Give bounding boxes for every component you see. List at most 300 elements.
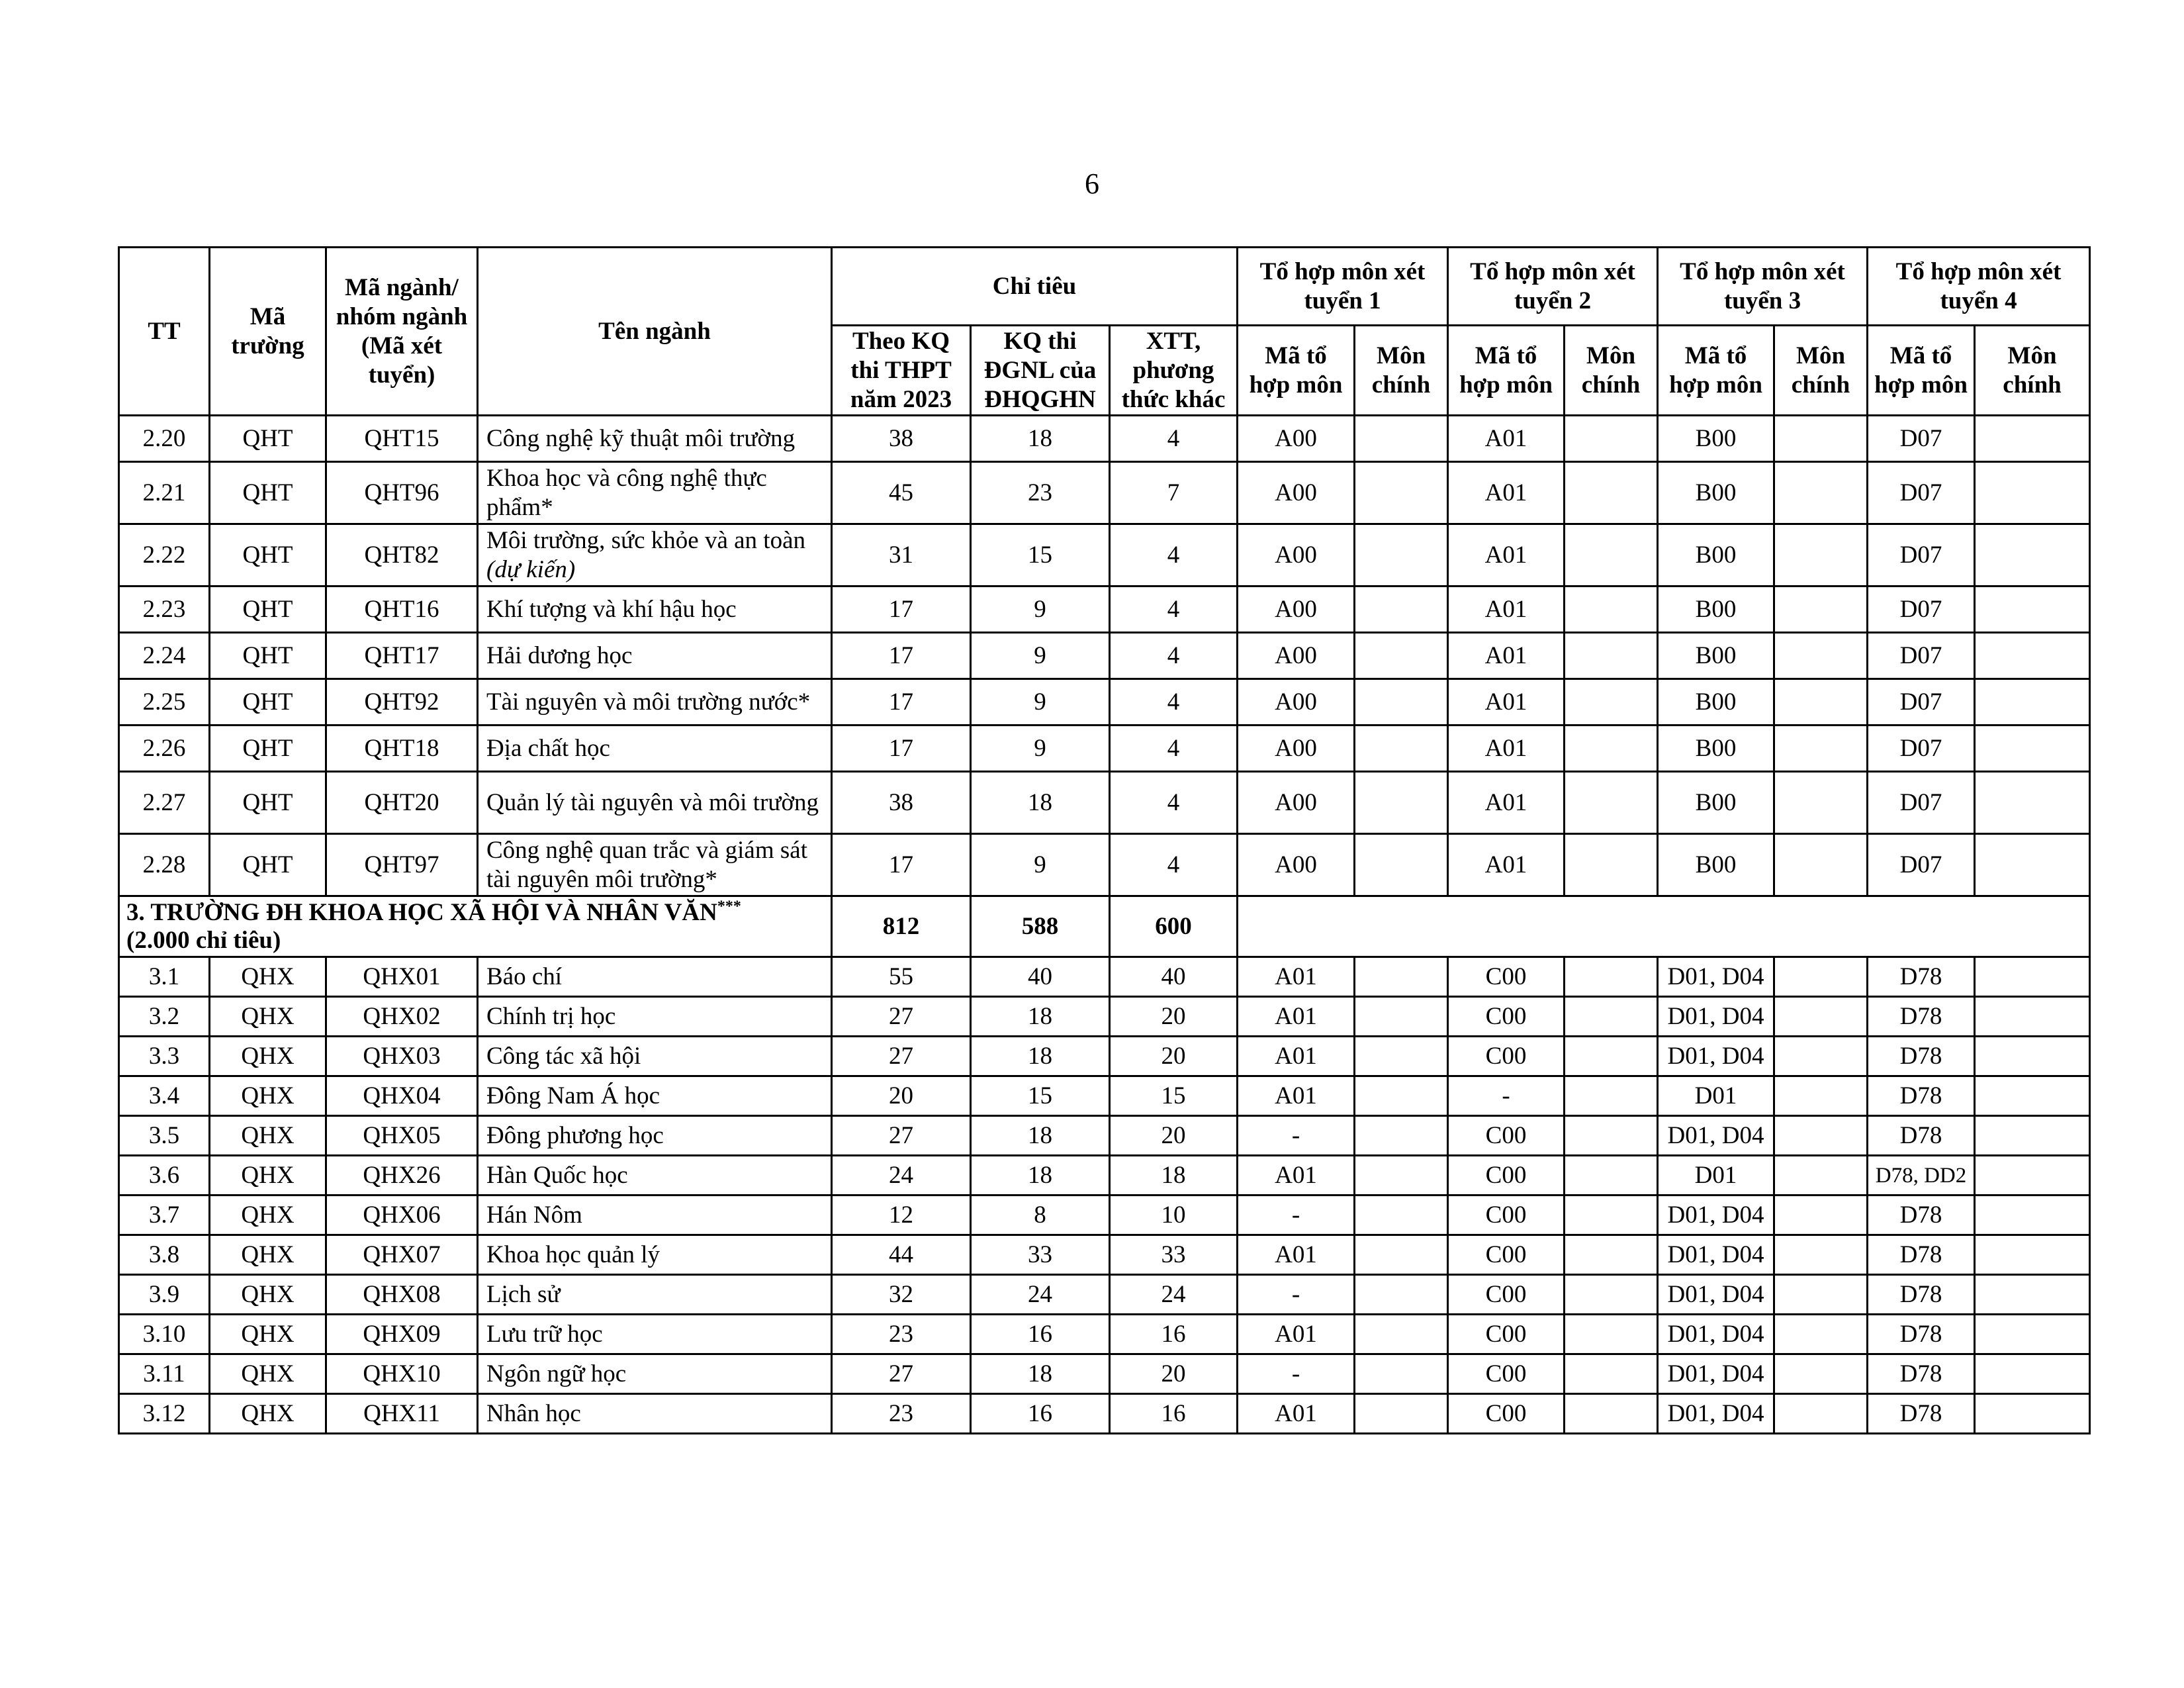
cell-combo-1-main <box>1355 1235 1448 1275</box>
cell-combo-3-code: D01, D04 <box>1658 1196 1774 1235</box>
cell-quota-thpt: 27 <box>832 1116 971 1156</box>
cell-combo-1-main <box>1355 586 1448 633</box>
cell-combo-3-code: D01, D04 <box>1658 1235 1774 1275</box>
cell-combo-3-main <box>1774 1275 1868 1315</box>
cell-combo-1-code: - <box>1238 1354 1355 1394</box>
cell-combo-4-code: D78 <box>1868 1275 1975 1315</box>
cell-combo-4-code: D78 <box>1868 1116 1975 1156</box>
cell-combo-1-code: A00 <box>1238 772 1355 834</box>
cell-combo-3-main <box>1774 524 1868 586</box>
cell-combo-4-main <box>1975 997 2090 1037</box>
major-name-text: Hàn Quốc học <box>486 1161 628 1189</box>
cell-tt: 2.24 <box>119 633 210 679</box>
cell-combo-3-code: B00 <box>1658 586 1774 633</box>
cell-combo-2-main <box>1565 1076 1658 1116</box>
cell-combo-1-main <box>1355 1076 1448 1116</box>
cell-major-code: QHX02 <box>326 997 478 1037</box>
cell-quota-xtt: 40 <box>1110 957 1238 997</box>
cell-quota-thpt: 32 <box>832 1275 971 1315</box>
cell-quota-thpt: 23 <box>832 1394 971 1434</box>
cell-major-code: QHX03 <box>326 1037 478 1076</box>
table-row <box>119 1235 2090 1275</box>
cell-tt: 2.27 <box>119 772 210 834</box>
cell-combo-3-main <box>1774 726 1868 772</box>
cell-combo-3-main <box>1774 997 1868 1037</box>
cell-tt: 2.21 <box>119 462 210 524</box>
cell-tt: 3.4 <box>119 1076 210 1116</box>
cell-major-name <box>478 1354 832 1394</box>
cell-quota-xtt: 20 <box>1110 1354 1238 1394</box>
cell-combo-4-code: D78 <box>1868 997 1975 1037</box>
cell-combo-4-main <box>1975 1156 2090 1196</box>
cell-major-name <box>478 1394 832 1434</box>
cell-combo-4-main <box>1975 726 2090 772</box>
cell-quota-thpt: 45 <box>832 462 971 524</box>
cell-combo-3-code: D01 <box>1658 1156 1774 1196</box>
cell-combo-1-code: A01 <box>1238 1394 1355 1434</box>
cell-combo-3-main <box>1774 416 1868 462</box>
major-name-text: Môi trường, sức khỏe và an toàn <box>486 526 805 554</box>
table-row <box>119 586 2090 633</box>
cell-quota-xtt: 7 <box>1110 462 1238 524</box>
col-combo-1-group: Tổ hợp môn xét tuyển 1 <box>1238 248 1448 326</box>
cell-major-name <box>478 679 832 726</box>
cell-quota-xtt: 16 <box>1110 1394 1238 1434</box>
cell-combo-4-main <box>1975 524 2090 586</box>
col-major-code: Mã ngành/ nhóm ngành (Mã xét tuyển) <box>326 248 478 416</box>
cell-combo-3-main <box>1774 679 1868 726</box>
major-name-text: Khoa học quản lý <box>486 1241 660 1268</box>
cell-quota-thpt: 55 <box>832 957 971 997</box>
cell-combo-4-code: D78 <box>1868 1037 1975 1076</box>
cell-school-code: QHX <box>210 1116 326 1156</box>
cell-quota-thpt: 17 <box>832 834 971 896</box>
cell-major-name <box>478 997 832 1037</box>
cell-combo-4-code: D07 <box>1868 834 1975 896</box>
cell-school-code: QHT <box>210 524 326 586</box>
cell-combo-1-main <box>1355 633 1448 679</box>
cell-combo-4-main <box>1975 416 2090 462</box>
cell-combo-1-main <box>1355 1394 1448 1434</box>
cell-combo-3-code: B00 <box>1658 726 1774 772</box>
cell-combo-3-code: D01, D04 <box>1658 1315 1774 1354</box>
cell-quota-dgnl: 40 <box>971 957 1110 997</box>
cell-major-code: QHX04 <box>326 1076 478 1116</box>
cell-combo-1-code: A00 <box>1238 524 1355 586</box>
cell-major-name <box>478 1275 832 1315</box>
cell-tt: 3.7 <box>119 1196 210 1235</box>
cell-quota-dgnl: 8 <box>971 1196 1110 1235</box>
cell-combo-4-code: D07 <box>1868 633 1975 679</box>
cell-combo-1-main <box>1355 1116 1448 1156</box>
cell-quota-dgnl: 24 <box>971 1275 1110 1315</box>
cell-combo-4-code: D07 <box>1868 772 1975 834</box>
cell-combo-2-code: A01 <box>1448 726 1565 772</box>
cell-quota-dgnl: 16 <box>971 1315 1110 1354</box>
cell-combo-1-code: - <box>1238 1196 1355 1235</box>
cell-combo-2-main <box>1565 772 1658 834</box>
major-name-text: Đông Nam Á học <box>486 1082 660 1109</box>
cell-combo-1-code: - <box>1238 1275 1355 1315</box>
cell-major-code: QHT16 <box>326 586 478 633</box>
major-name-text: Báo chí <box>486 962 563 990</box>
cell-combo-2-code: C00 <box>1448 1037 1565 1076</box>
cell-combo-2-main <box>1565 957 1658 997</box>
section-title-cell <box>119 896 832 957</box>
cell-combo-2-code: - <box>1448 1076 1565 1116</box>
cell-combo-1-code: A00 <box>1238 726 1355 772</box>
col-combo-3-main: Môn chính <box>1774 326 1868 416</box>
cell-quota-thpt: 38 <box>832 416 971 462</box>
cell-quota-thpt: 17 <box>832 586 971 633</box>
table-row <box>119 834 2090 896</box>
cell-tt: 2.23 <box>119 586 210 633</box>
cell-quota-dgnl: 16 <box>971 1394 1110 1434</box>
cell-combo-4-code: D07 <box>1868 462 1975 524</box>
major-name-text: Địa chất học <box>486 734 610 762</box>
cell-combo-3-main <box>1774 1037 1868 1076</box>
cell-quota-dgnl: 23 <box>971 462 1110 524</box>
cell-combo-3-main <box>1774 1354 1868 1394</box>
cell-combo-1-code: A01 <box>1238 1235 1355 1275</box>
cell-major-name <box>478 726 832 772</box>
cell-school-code: QHX <box>210 1275 326 1315</box>
cell-combo-4-main <box>1975 1354 2090 1394</box>
cell-combo-4-code: D07 <box>1868 726 1975 772</box>
cell-combo-1-main <box>1355 462 1448 524</box>
cell-major-name <box>478 957 832 997</box>
cell-combo-4-main <box>1975 633 2090 679</box>
cell-tt: 2.25 <box>119 679 210 726</box>
col-combo-2-code: Mã tổ hợp môn <box>1448 326 1565 416</box>
cell-combo-2-code: A01 <box>1448 462 1565 524</box>
cell-combo-2-code: C00 <box>1448 1315 1565 1354</box>
section-total-thpt: 812 <box>832 896 971 957</box>
cell-tt: 3.3 <box>119 1037 210 1076</box>
cell-major-name <box>478 1037 832 1076</box>
cell-major-name <box>478 633 832 679</box>
major-name-text: Khí tượng và khí hậu học <box>486 595 737 623</box>
cell-tt: 2.28 <box>119 834 210 896</box>
cell-tt: 2.26 <box>119 726 210 772</box>
cell-combo-2-main <box>1565 633 1658 679</box>
major-name-text: Hải dương học <box>486 641 633 669</box>
cell-quota-xtt: 4 <box>1110 726 1238 772</box>
cell-combo-2-main <box>1565 997 1658 1037</box>
cell-quota-dgnl: 9 <box>971 679 1110 726</box>
cell-combo-4-main <box>1975 1235 2090 1275</box>
cell-major-code: QHT17 <box>326 633 478 679</box>
major-name-text: Khoa học và công nghệ thực phẩm* <box>486 464 767 521</box>
cell-combo-4-code: D78 <box>1868 1196 1975 1235</box>
cell-quota-thpt: 12 <box>832 1196 971 1235</box>
section-row-group <box>119 896 2090 957</box>
cell-quota-dgnl: 18 <box>971 416 1110 462</box>
cell-tt: 3.6 <box>119 1156 210 1196</box>
col-combo-1-code: Mã tổ hợp môn <box>1238 326 1355 416</box>
cell-combo-2-main <box>1565 1354 1658 1394</box>
cell-combo-4-main <box>1975 586 2090 633</box>
cell-combo-2-main <box>1565 834 1658 896</box>
cell-school-code: QHT <box>210 834 326 896</box>
cell-combo-1-code: A01 <box>1238 957 1355 997</box>
major-name-text: Chính trị học <box>486 1002 616 1030</box>
cell-school-code: QHT <box>210 633 326 679</box>
cell-combo-2-code: C00 <box>1448 1275 1565 1315</box>
cell-combo-1-code: A00 <box>1238 462 1355 524</box>
cell-combo-4-main <box>1975 957 2090 997</box>
cell-quota-xtt: 20 <box>1110 1037 1238 1076</box>
cell-combo-2-main <box>1565 586 1658 633</box>
cell-combo-4-code: D07 <box>1868 586 1975 633</box>
section-row <box>119 896 2090 957</box>
cell-quota-xtt: 4 <box>1110 586 1238 633</box>
table-row <box>119 772 2090 834</box>
table-row <box>119 1394 2090 1434</box>
cell-school-code: QHT <box>210 586 326 633</box>
table-row <box>119 1354 2090 1394</box>
cell-combo-2-code: C00 <box>1448 1354 1565 1394</box>
cell-combo-3-main <box>1774 834 1868 896</box>
table-row <box>119 726 2090 772</box>
cell-combo-4-main <box>1975 1116 2090 1156</box>
cell-school-code: QHX <box>210 1037 326 1076</box>
table-header <box>119 248 2090 416</box>
cell-combo-3-main <box>1774 586 1868 633</box>
cell-combo-4-code: D78, DD2 <box>1868 1156 1975 1196</box>
cell-combo-4-code: D07 <box>1868 524 1975 586</box>
cell-combo-2-main <box>1565 1275 1658 1315</box>
col-tt: TT <box>119 248 210 416</box>
cell-combo-2-main <box>1565 416 1658 462</box>
table-row <box>119 462 2090 524</box>
cell-quota-dgnl: 18 <box>971 772 1110 834</box>
cell-school-code: QHX <box>210 1354 326 1394</box>
col-combo-1-main: Môn chính <box>1355 326 1448 416</box>
cell-combo-1-main <box>1355 1037 1448 1076</box>
cell-quota-xtt: 16 <box>1110 1315 1238 1354</box>
cell-tt: 2.22 <box>119 524 210 586</box>
table-row <box>119 633 2090 679</box>
cell-combo-1-main <box>1355 997 1448 1037</box>
cell-combo-4-code: D78 <box>1868 1315 1975 1354</box>
cell-quota-thpt: 17 <box>832 679 971 726</box>
cell-combo-4-code: D78 <box>1868 957 1975 997</box>
cell-combo-3-code: B00 <box>1658 462 1774 524</box>
major-name-text: Lịch sử <box>486 1280 561 1308</box>
major-name-text: Công nghệ quan trắc và giám sát tài nguyên môi trường* <box>486 836 807 893</box>
cell-combo-4-main <box>1975 1196 2090 1235</box>
major-name-text: Ngôn ngữ học <box>486 1360 627 1387</box>
cell-combo-1-code: A00 <box>1238 586 1355 633</box>
table-row <box>119 1275 2090 1315</box>
cell-quota-dgnl: 33 <box>971 1235 1110 1275</box>
cell-major-code: QHT15 <box>326 416 478 462</box>
cell-combo-3-code: D01, D04 <box>1658 1116 1774 1156</box>
cell-major-name <box>478 1196 832 1235</box>
cell-combo-3-main <box>1774 633 1868 679</box>
table-body-qhx <box>119 957 2090 1434</box>
cell-combo-2-code: C00 <box>1448 1116 1565 1156</box>
table-row <box>119 1076 2090 1116</box>
cell-tt: 3.1 <box>119 957 210 997</box>
table-row <box>119 1116 2090 1156</box>
cell-major-code: QHT20 <box>326 772 478 834</box>
cell-quota-xtt: 15 <box>1110 1076 1238 1116</box>
cell-combo-2-code: A01 <box>1448 834 1565 896</box>
cell-quota-thpt: 31 <box>832 524 971 586</box>
cell-combo-4-main <box>1975 1315 2090 1354</box>
cell-quota-thpt: 17 <box>832 633 971 679</box>
col-combo-3-group: Tổ hợp môn xét tuyển 3 <box>1658 248 1868 326</box>
cell-combo-1-code: A00 <box>1238 834 1355 896</box>
major-name-text: Đông phương học <box>486 1121 664 1149</box>
cell-combo-1-main <box>1355 524 1448 586</box>
cell-combo-1-main <box>1355 957 1448 997</box>
cell-combo-3-code: D01, D04 <box>1658 1037 1774 1076</box>
cell-combo-3-code: B00 <box>1658 633 1774 679</box>
cell-combo-2-code: A01 <box>1448 772 1565 834</box>
cell-tt: 3.8 <box>119 1235 210 1275</box>
cell-quota-dgnl: 18 <box>971 1156 1110 1196</box>
cell-major-code: QHX08 <box>326 1275 478 1315</box>
cell-combo-4-main <box>1975 772 2090 834</box>
cell-major-code: QHT96 <box>326 462 478 524</box>
cell-combo-4-code: D07 <box>1868 416 1975 462</box>
cell-combo-2-main <box>1565 679 1658 726</box>
cell-quota-xtt: 4 <box>1110 834 1238 896</box>
cell-combo-3-main <box>1774 957 1868 997</box>
section-title-sup: *** <box>717 898 741 915</box>
col-combo-3-code: Mã tổ hợp môn <box>1658 326 1774 416</box>
cell-combo-3-main <box>1774 462 1868 524</box>
cell-combo-4-main <box>1975 679 2090 726</box>
cell-tt: 3.11 <box>119 1354 210 1394</box>
cell-combo-3-main <box>1774 772 1868 834</box>
cell-combo-3-code: B00 <box>1658 416 1774 462</box>
cell-combo-3-main <box>1774 1076 1868 1116</box>
col-combo-4-code: Mã tổ hợp môn <box>1868 326 1975 416</box>
cell-school-code: QHX <box>210 1394 326 1434</box>
section-subtitle: (2.000 chỉ tiêu) <box>126 926 281 954</box>
cell-major-name <box>478 1076 832 1116</box>
cell-school-code: QHT <box>210 679 326 726</box>
cell-combo-3-code: D01, D04 <box>1658 1354 1774 1394</box>
cell-school-code: QHX <box>210 957 326 997</box>
table-body-qht <box>119 416 2090 896</box>
cell-combo-4-main <box>1975 1076 2090 1116</box>
cell-combo-2-code: A01 <box>1448 586 1565 633</box>
cell-quota-thpt: 17 <box>832 726 971 772</box>
cell-combo-1-code: A00 <box>1238 416 1355 462</box>
table-row <box>119 679 2090 726</box>
section-empty-cell <box>1238 896 2090 957</box>
cell-combo-3-code: D01, D04 <box>1658 1275 1774 1315</box>
cell-quota-xtt: 4 <box>1110 524 1238 586</box>
cell-combo-1-code: A01 <box>1238 1315 1355 1354</box>
cell-combo-1-main <box>1355 1275 1448 1315</box>
table-row <box>119 1196 2090 1235</box>
cell-combo-2-code: A01 <box>1448 633 1565 679</box>
cell-combo-3-code: B00 <box>1658 772 1774 834</box>
cell-quota-dgnl: 9 <box>971 726 1110 772</box>
cell-major-name <box>478 1156 832 1196</box>
cell-quota-dgnl: 9 <box>971 834 1110 896</box>
cell-major-code: QHX06 <box>326 1196 478 1235</box>
cell-school-code: QHX <box>210 1076 326 1116</box>
cell-combo-3-main <box>1774 1394 1868 1434</box>
cell-major-name <box>478 586 832 633</box>
cell-school-code: QHX <box>210 1196 326 1235</box>
cell-combo-4-main <box>1975 834 2090 896</box>
cell-quota-thpt: 27 <box>832 1037 971 1076</box>
cell-quota-xtt: 18 <box>1110 1156 1238 1196</box>
cell-school-code: QHX <box>210 997 326 1037</box>
cell-quota-thpt: 38 <box>832 772 971 834</box>
cell-quota-dgnl: 18 <box>971 1037 1110 1076</box>
cell-combo-3-main <box>1774 1315 1868 1354</box>
col-combo-2-main: Môn chính <box>1565 326 1658 416</box>
cell-combo-4-main <box>1975 1275 2090 1315</box>
cell-combo-1-code: - <box>1238 1116 1355 1156</box>
cell-combo-2-code: C00 <box>1448 1196 1565 1235</box>
cell-combo-2-main <box>1565 726 1658 772</box>
cell-school-code: QHX <box>210 1235 326 1275</box>
cell-combo-2-main <box>1565 1116 1658 1156</box>
cell-quota-xtt: 4 <box>1110 679 1238 726</box>
cell-combo-2-code: C00 <box>1448 1156 1565 1196</box>
cell-combo-1-code: A01 <box>1238 1037 1355 1076</box>
cell-combo-1-main <box>1355 1354 1448 1394</box>
table-row <box>119 1315 2090 1354</box>
cell-quota-dgnl: 18 <box>971 997 1110 1037</box>
cell-combo-4-code: D78 <box>1868 1394 1975 1434</box>
cell-combo-3-code: B00 <box>1658 679 1774 726</box>
cell-quota-xtt: 20 <box>1110 1116 1238 1156</box>
col-quota-thpt: Theo KQ thi THPT năm 2023 <box>832 326 971 416</box>
cell-combo-3-main <box>1774 1196 1868 1235</box>
cell-combo-2-code: A01 <box>1448 416 1565 462</box>
cell-major-code: QHT82 <box>326 524 478 586</box>
cell-combo-3-main <box>1774 1235 1868 1275</box>
col-school-code: Mã trường <box>210 248 326 416</box>
table-row <box>119 957 2090 997</box>
cell-combo-2-code: C00 <box>1448 997 1565 1037</box>
cell-tt: 3.12 <box>119 1394 210 1434</box>
cell-quota-xtt: 4 <box>1110 633 1238 679</box>
major-name-note: (dự kiến) <box>486 555 576 583</box>
cell-quota-thpt: 23 <box>832 1315 971 1354</box>
major-name-text: Hán Nôm <box>486 1201 582 1229</box>
cell-quota-dgnl: 9 <box>971 633 1110 679</box>
cell-major-code: QHX10 <box>326 1354 478 1394</box>
cell-major-name <box>478 1315 832 1354</box>
cell-quota-dgnl: 15 <box>971 524 1110 586</box>
cell-combo-2-code: A01 <box>1448 679 1565 726</box>
cell-combo-3-code: D01 <box>1658 1076 1774 1116</box>
header-row-1 <box>119 248 2090 326</box>
cell-major-code: QHX05 <box>326 1116 478 1156</box>
cell-combo-4-main <box>1975 1037 2090 1076</box>
cell-combo-2-code: A01 <box>1448 524 1565 586</box>
cell-major-name <box>478 416 832 462</box>
col-quota-xtt: XTT, phương thức khác <box>1110 326 1238 416</box>
cell-tt: 3.2 <box>119 997 210 1037</box>
cell-combo-4-code: D78 <box>1868 1354 1975 1394</box>
cell-combo-3-code: B00 <box>1658 524 1774 586</box>
cell-school-code: QHT <box>210 416 326 462</box>
cell-combo-3-code: D01, D04 <box>1658 997 1774 1037</box>
